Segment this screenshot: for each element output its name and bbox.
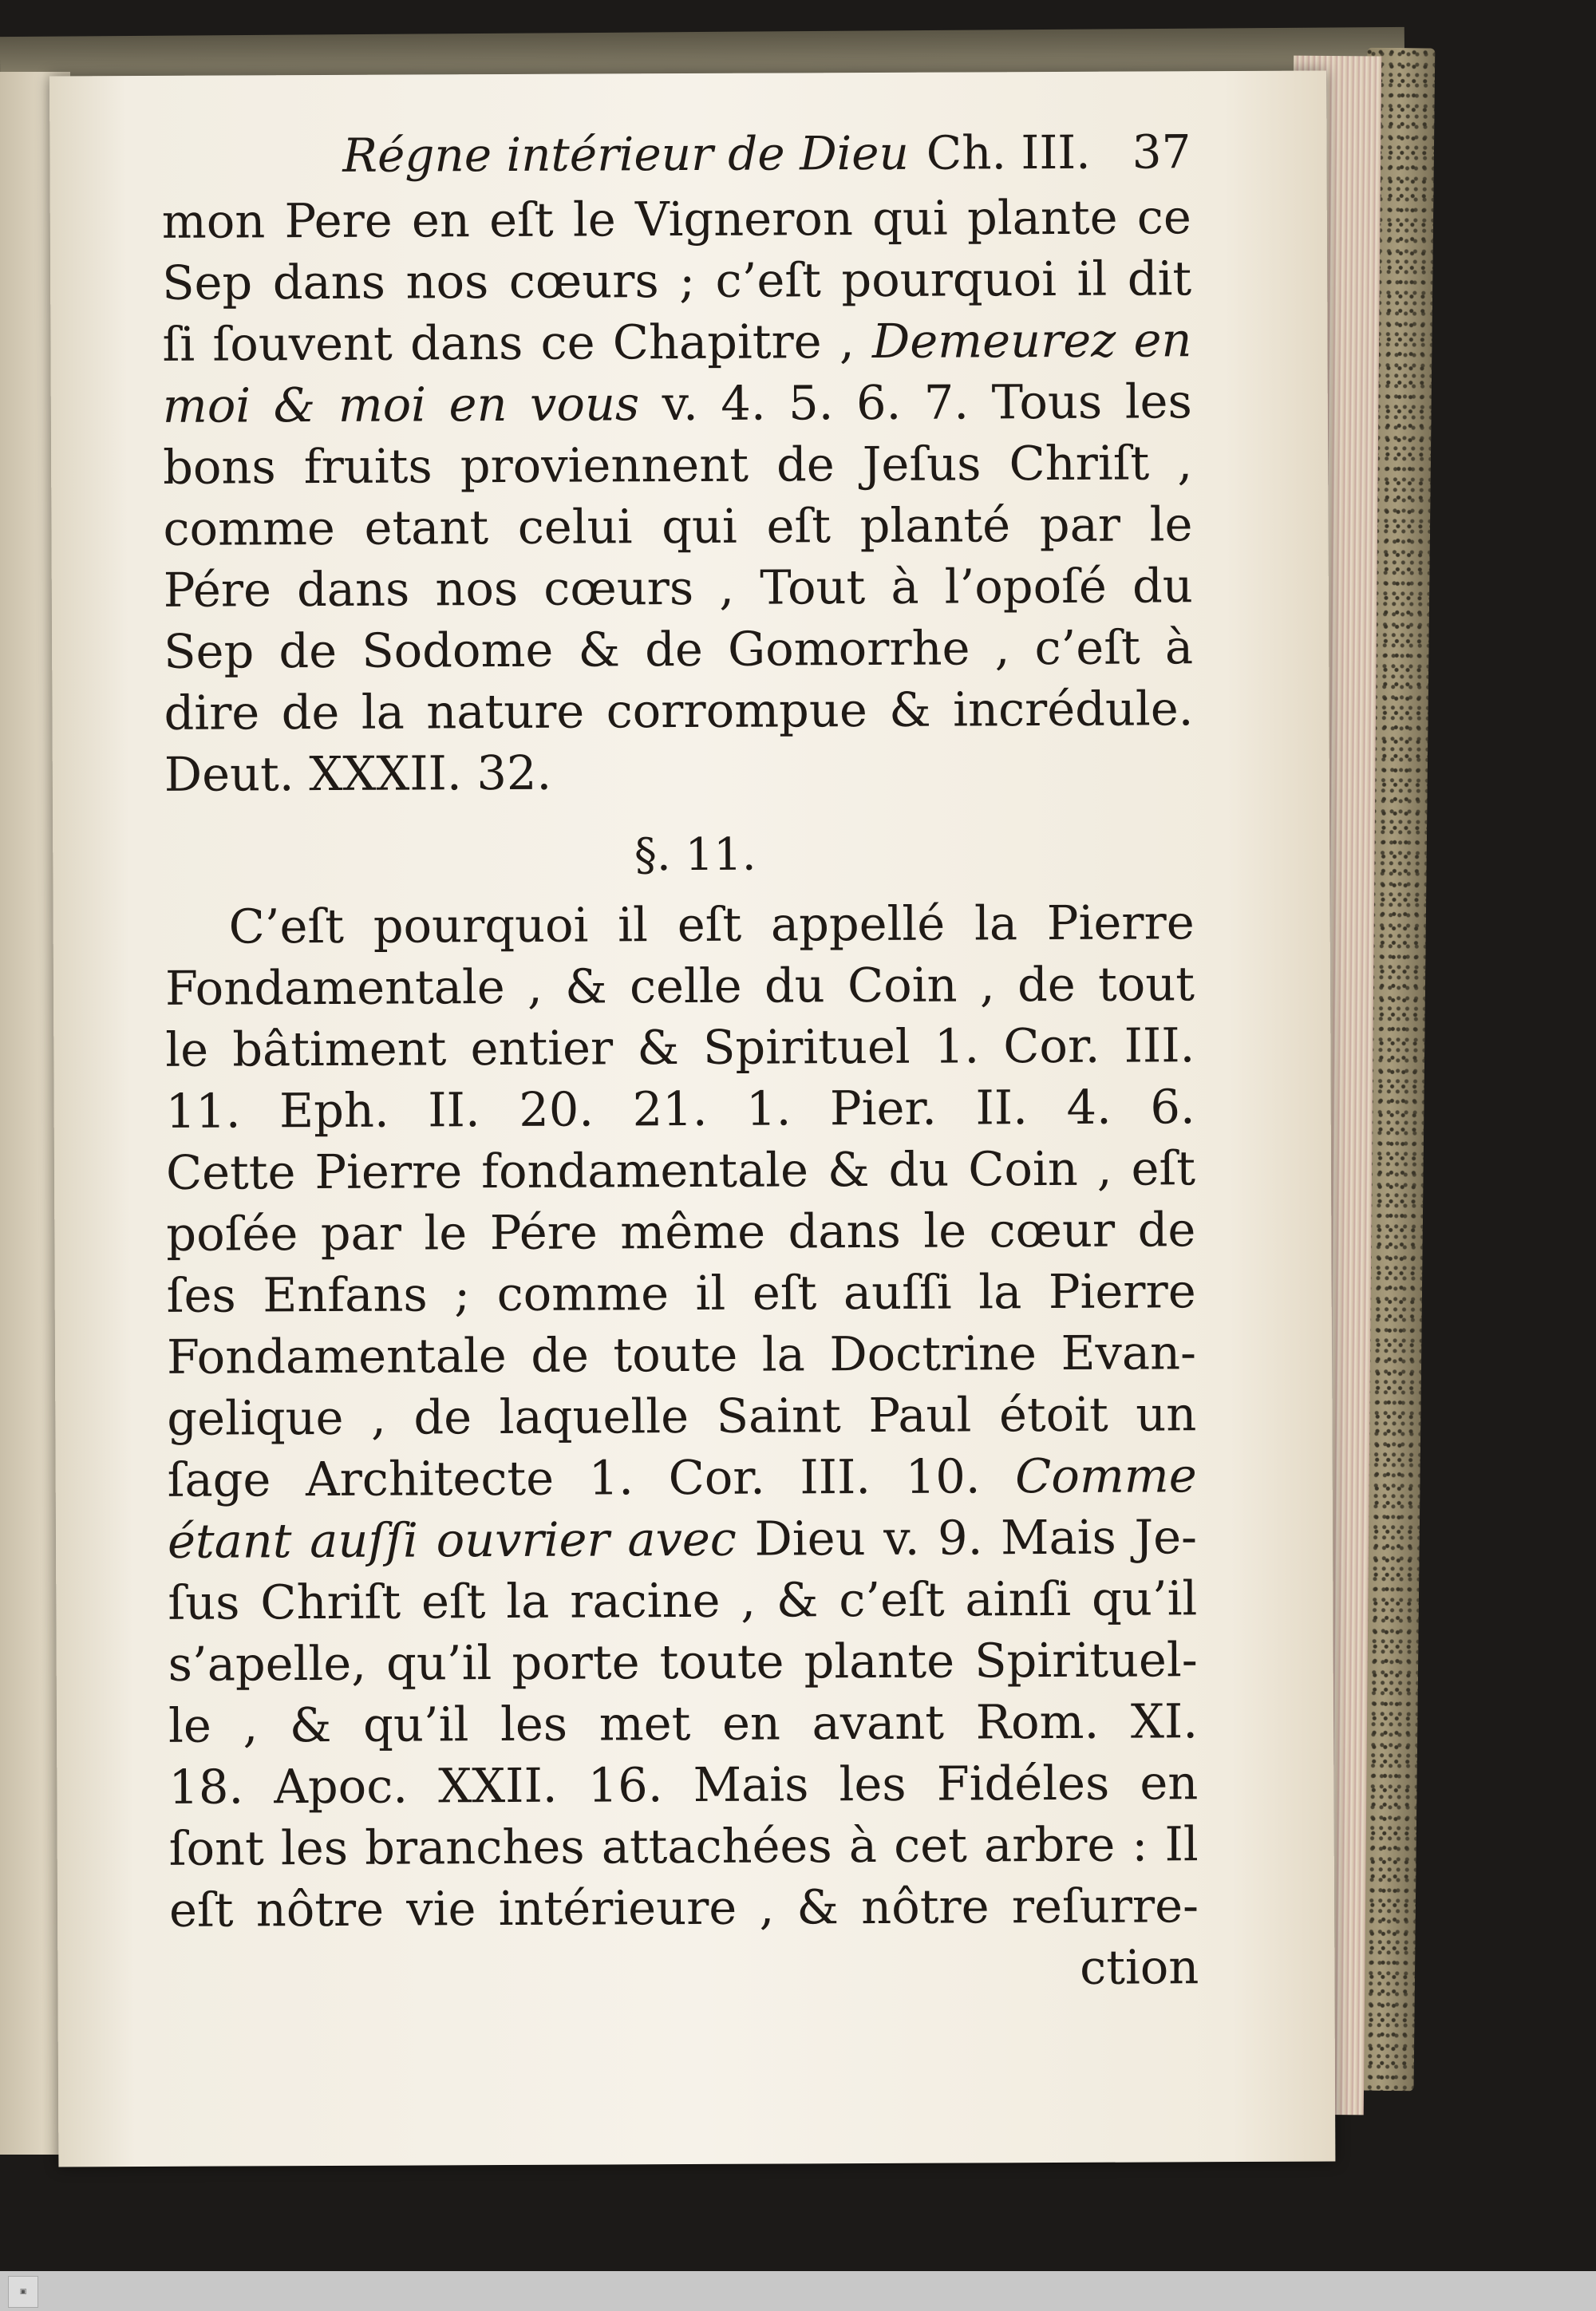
text-segment: ſage Architecte 1. Cor. III. 10. (167, 1448, 981, 1507)
text-line (163, 370, 1192, 437)
text-line: s’apelle, qu’il porte toute plante Spirituel- (168, 1632, 1198, 1692)
text-line: ſes Enfans ; comme il eſt auſſi la Pierre (166, 1263, 1196, 1323)
text-line: eſt nôtre vie intérieure , & nôtre reſurre- (168, 1878, 1199, 1938)
text-line: ſont les branches attachées à cet arbre : Il (168, 1816, 1199, 1876)
text-line: 18. Apoc. XXII. 16. Mais les Fidéles en (168, 1755, 1199, 1815)
text-line: mon Pere en eſt le Vigneron qui plante ce (161, 189, 1191, 249)
text-segment: Dieu v. 9. Mais Je- (736, 1509, 1198, 1566)
text-line: le bâtiment entier & Spirituel 1. Cor. III. (165, 1017, 1195, 1077)
text-line: C’eſt pourquoi il eſt appellé la Pierre (228, 895, 1195, 954)
italic-quote: étant auſſi ouvrier avec (167, 1511, 737, 1569)
text-line: Sep de Sodome & de Gomorrhe , c’eſt à (164, 619, 1194, 679)
running-title: Régne intérieur de Dieu (342, 125, 909, 183)
page-number: 37 (1132, 124, 1191, 180)
text-line: Cette Pierre fondamentale & du Coin , eſt (165, 1140, 1196, 1200)
text-line: comme etant celui qui eſt planté par le (163, 496, 1193, 556)
text-line (162, 309, 1191, 375)
paragraph-2 (164, 891, 1199, 1941)
text-line: poſée par le Pére même dans le cœur de (166, 1202, 1196, 1262)
book-page (49, 71, 1335, 2167)
catchword: ction (1080, 1939, 1199, 1995)
text-line: Deut. XXXII. 32. (164, 745, 552, 802)
text-line (168, 1506, 1197, 1572)
text-segment: ſi ſouvent dans ce Chapitre , (162, 314, 855, 372)
library-logo-icon: ▣ (8, 2276, 38, 2308)
italic-quote: moi & moi en vous (162, 376, 640, 433)
text-segment: v. 4. 5. 6. 7. Tous les (639, 373, 1192, 432)
viewer-bottom-bar (0, 2271, 1596, 2311)
italic-quote: Comme (1015, 1448, 1197, 1504)
text-line: le , & qu’il les met en avant Rom. XI. (168, 1693, 1199, 1753)
text-line: Fondamentale , & celle du Coin , de tout (164, 956, 1195, 1016)
text-line: dire de la nature corrompue & incrédule. (164, 681, 1194, 741)
text-line: bons fruits proviennent de Jeſus Chriſt , (162, 435, 1193, 495)
text-line: ſus Chriſt eſt la racine , & c’eſt ainſi qu’il (168, 1570, 1198, 1630)
text-line: gelique , de laquelle Saint Paul étoit un (167, 1386, 1197, 1446)
section-heading: §. 11. (634, 828, 757, 882)
chapter-label: Ch. III. (926, 124, 1091, 180)
running-head (161, 124, 1191, 191)
text-line: Sep dans nos cœurs ; c’eſt pourquoi il dit (161, 251, 1192, 310)
page-text-block (161, 124, 1199, 2002)
italic-quote: Demeurez en (871, 312, 1192, 369)
text-line: 11. Eph. II. 20. 21. 1. Pier. II. 4. 6. (165, 1079, 1195, 1139)
text-line (168, 1444, 1197, 1511)
paragraph-1 (162, 186, 1194, 805)
text-line: Pére dans nos cœurs , Tout à l’opoſé du (163, 558, 1193, 618)
text-line: Fondamentale de toute la Doctrine Evan- (166, 1325, 1197, 1385)
